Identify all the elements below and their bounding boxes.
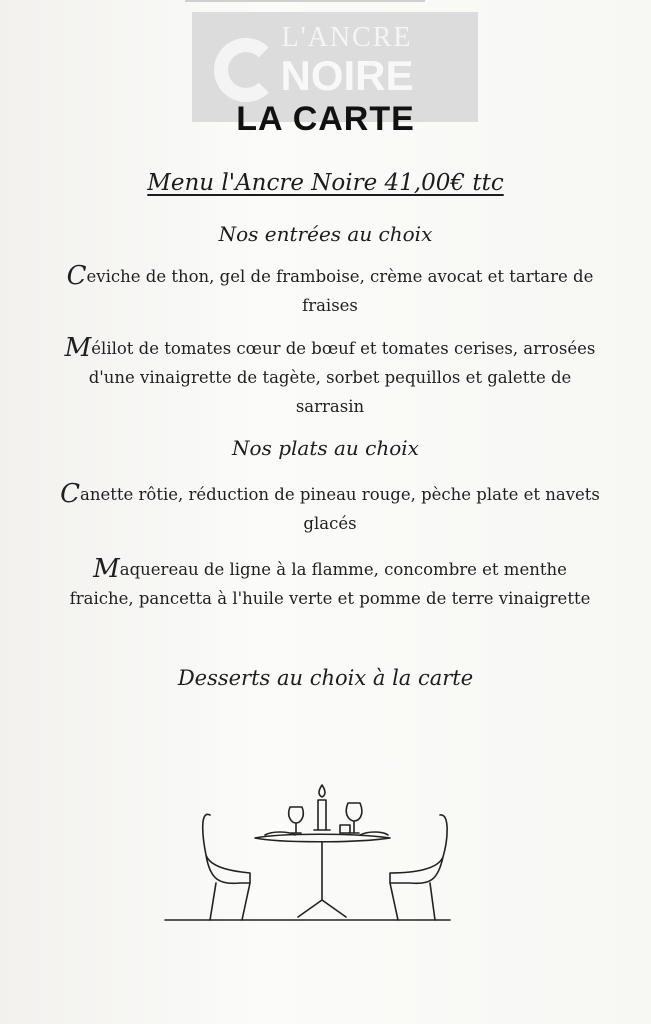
drop-cap: M [93, 554, 120, 584]
logo-line-2: NOIRE [280, 52, 414, 99]
page-title: LA CARTE [236, 100, 415, 138]
top-divider [185, 0, 425, 2]
plat-item-2 [60, 555, 600, 613]
drop-cap: C [60, 479, 81, 509]
entrees-heading: Nos entrées au choix [218, 222, 433, 246]
plats-heading: Nos plats au choix [232, 436, 419, 460]
desserts-heading: Desserts au choix à la carte [177, 666, 474, 690]
menu-heading: Menu l'Ancre Noire 41,00€ ttc [147, 170, 504, 196]
entree-item-1 [60, 262, 600, 320]
logo-line-1: L'ANCRE [281, 22, 413, 53]
entree-text: élilot de tomates cœur de bœuf et tomates cerises, arrosées d'une vinaigrette de tagète, sorbet pequillos et galette de sarrasin [88, 339, 596, 416]
drop-cap: M [64, 333, 92, 363]
plat-item-1 [60, 480, 600, 538]
entree-item-2 [60, 334, 600, 421]
plat-text: anette rôtie, réduction de pineau rouge, pèche plate et navets glacés [80, 485, 600, 533]
drop-cap: C [66, 261, 87, 291]
dinner-table-line-art-icon [150, 755, 480, 935]
plat-text: aquereau de ligne à la flamme, concombre et menthe fraiche, pancetta à l'huile verte et pomme de terre vinaigrette [69, 560, 591, 608]
entree-text: eviche de thon, gel de framboise, crème avocat et tartare de fraises [86, 267, 594, 315]
